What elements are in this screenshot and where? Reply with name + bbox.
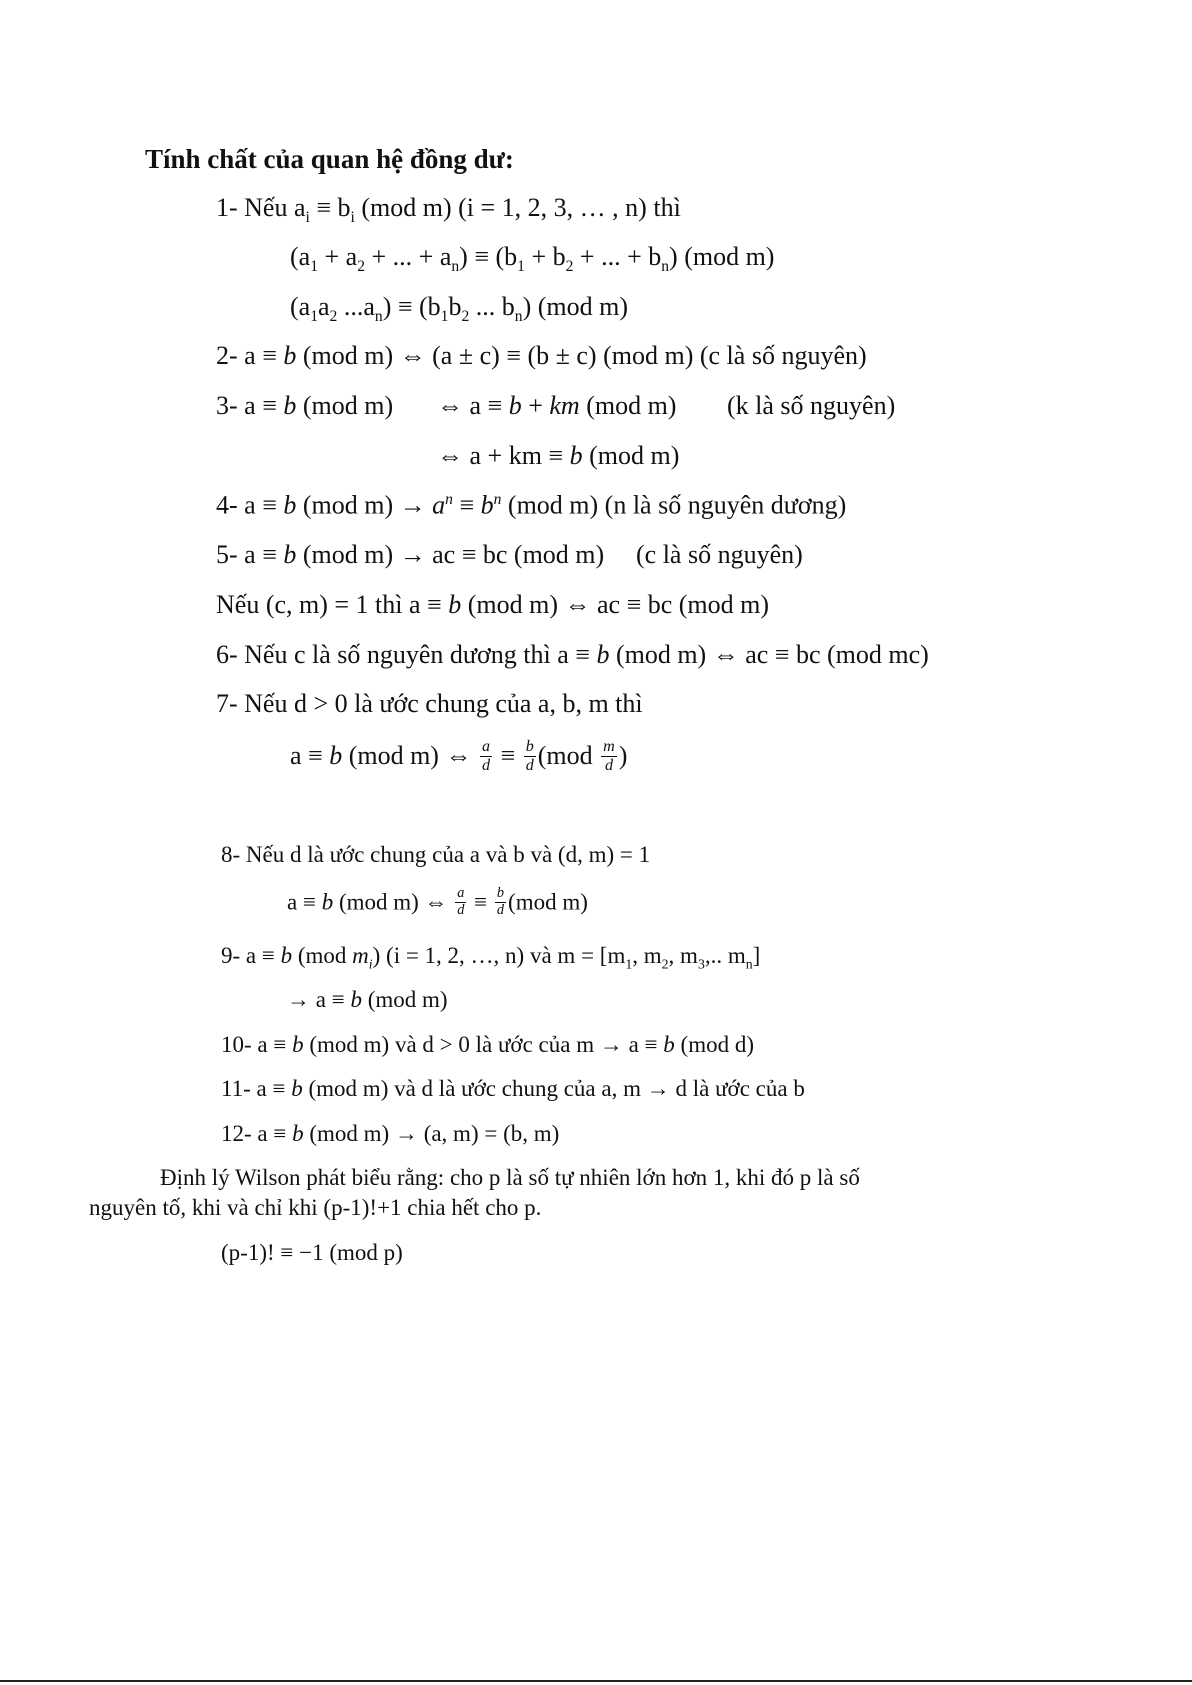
property-12: 12- a ≡ b (mod m) → (a, m) = (b, m) [221,1121,560,1146]
property-8: 8- Nếu d là ước chung của a và b và (d, m) = 1 [221,842,651,867]
property-8-formula: a ≡ b (mod m) ⇔ $\frac{a}{d}$ ≡ $\frac{b}{d}$ (mod m) [287,885,588,918]
property-2: 2- a ≡ b (mod m) ⇔ (a ± c) ≡ (b ± c) (mod m) (c là số nguyên) [216,341,867,370]
property-4: 4- a ≡ b (mod $m) \to a^n \equiv b^n$ (mod m) (n là số nguyên dương) [216,490,847,520]
page-bottom-rule [0,1680,1192,1682]
property-7-formula: a ≡ b (mod m) ⇔ $\frac{a}{d}$ ≡ $\frac{b}{d}$ (mod $\frac{m}{d}$ ) [290,738,628,774]
wilson-theorem-line-1: Định lý Wilson phát biểu rằng: cho p là số tự nhiên lớn hơn 1, khi đó p là số [160,1165,860,1190]
property-11: 11- a ≡ b (mod m) và d là ước chung của a, m → d là ước của b [221,1076,805,1101]
property-6: 6- Nếu c là số nguyên dương thì a ≡ b (mod m) ⇔ ac ≡ bc (mod mc) [216,640,929,669]
property-7: 7- Nếu d > 0 là ước chung của a, b, m thì [216,689,643,718]
property-10: 10- a ≡ b (mod m) và d > 0 là ước của m → a ≡ b (mod d) [221,1032,755,1057]
property-5-note: (c là số nguyên) [636,540,803,569]
wilson-theorem-line-2: nguyên tố, khi và chỉ khi (p-1)!+1 chia hết cho p. [89,1195,542,1220]
property-1: 1- Nếu $a_i \equiv b_i$ (mod m) (i = 1, 2, 3, … , n) thì [216,193,681,227]
property-3: 3- a ≡ b (mod m) [216,391,394,420]
section-title: Tính chất của quan hệ đồng dư: [145,144,514,174]
wilson-formula: (p-1)! ≡ −1 (mod p) [221,1240,403,1265]
property-9-line2: → a ≡ b (mod m) [287,987,448,1012]
property-5: 5- a ≡ b (mod m) → ac ≡ bc (mod m) [216,540,605,569]
property-3-equiv: ⇔ a ≡ b + km (mod m) [437,391,677,420]
property-5-corollary: Nếu (c, m) = 1 thì a ≡ b (mod m) ⇔ ac ≡ bc (mod m) [216,590,770,619]
property-3-line2: ⇔ a + km ≡ b (mod m) [437,441,680,470]
property-1-sum: ($a_1 + a_2$ + ... + $a_n) \equiv (b_1 + b_2$ + ... + $b_n$) (mod m) [290,242,775,276]
property-9: 9- a ≡ b (mod $m_i$) (i = 1, 2, …, n) và $m = [m_1$, $m_2$, $m_3$,.. $m_n$] [221,943,761,972]
property-3-note: (k là số nguyên) [727,391,896,420]
property-1-product: ($a_1a_2$ $...a_n) \equiv (b_1b_2$ ... $b_n$) (mod m) [290,292,628,326]
